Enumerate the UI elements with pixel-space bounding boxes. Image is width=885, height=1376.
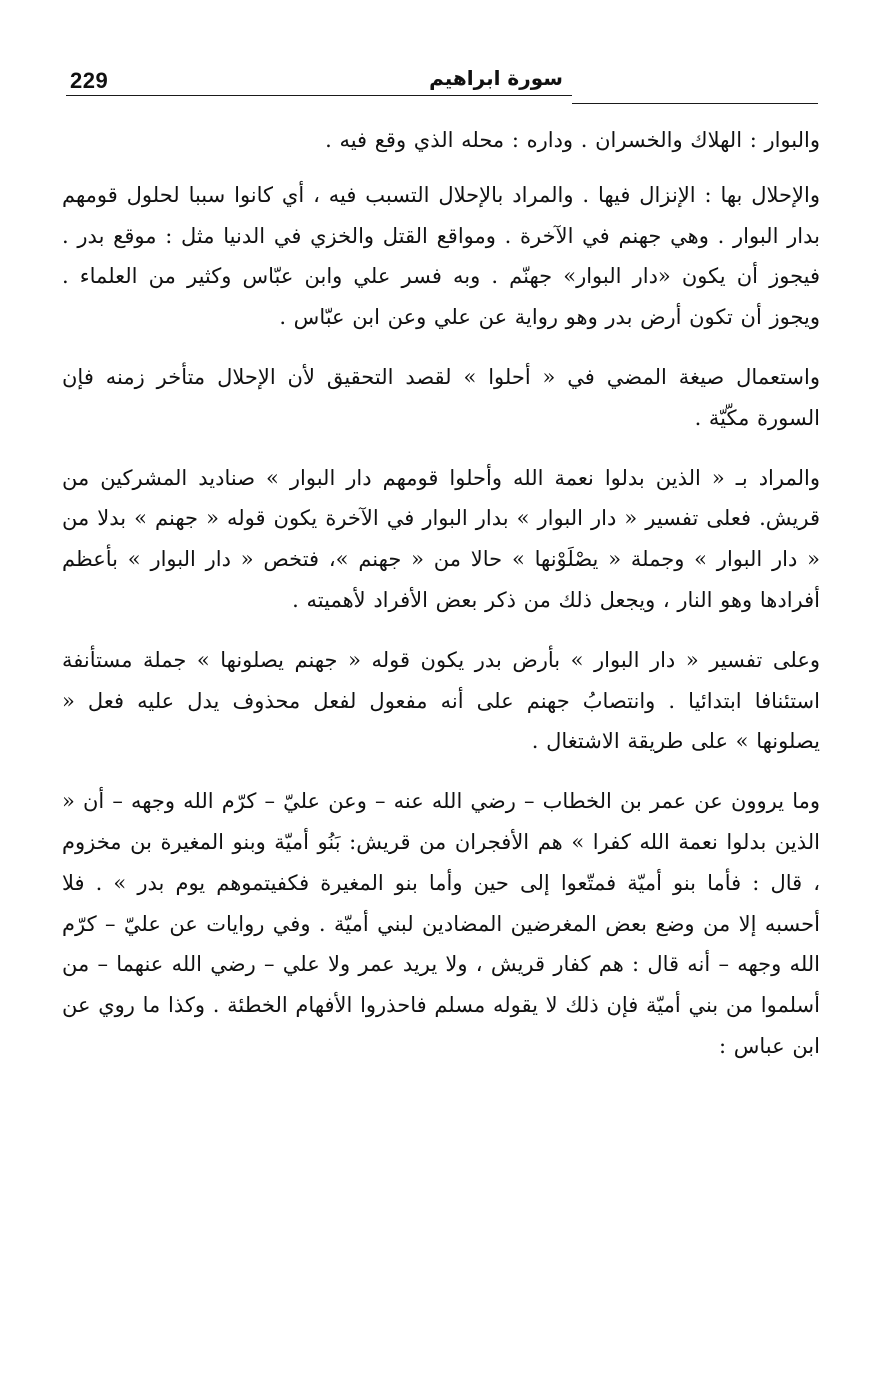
paragraph-past-tense: واستعمال صيغة المضي في « أحلوا » لقصد التحقيق لأن الإحلال متأخر زمنه فإن السورة مكّيّة . [62, 364, 820, 430]
page-body [62, 120, 820, 1067]
page-header [66, 66, 818, 106]
paragraph-narrations: وما يروون عن عمر بن الخطاب – رضي الله عنه – وعن عليّ – كرّم الله وجهه – أن « الذين بدلوا نعمة الله كفرا » هم الأفجران من قريش: بَنُو أميّة وبنو المغيرة بن مخزوم ، قال : فأما بنو أميّة فمتّعوا إلى حين وأما بنو المغيرة فكفيتموهم يوم بدر » . فلا أحسبه إلا من وضع بعض المغرضين المضادين لبني أميّة . وفي روايات عن عليّ – كرّم الله وجهه – أنه قال : هم كفار قريش ، ولا يريد عمر ولا علي – رضي الله عنهما – من أسلموا من بني أميّة فإن ذلك لا يقوله مسلم فاحذروا الأفهام الخطئة . وكذا ما روي عن ابن عباس : [62, 789, 820, 1058]
page-number: 229 [70, 68, 109, 93]
paragraph-ihlal: والإحلال بها : الإنزال فيها . والمراد بالإحلال التسبب فيه ، أي كانوا سببا لحلول قومهم بدار البوار . وهي جهنم في الآخرة . ومواقع القتل والخزي في الدنيا مثل : موقع بدر . فيجوز أن يكون «دار البوار» جهنّم . وبه فسر علي وابن عبّاس وكثير من العلماء . ويجوز أن تكون أرض بدر وهو رواية عن علي وعن ابن عبّاس . [62, 182, 820, 330]
paragraph-bawar-definition: والبوار : الهلاك والخسران . وداره : محله الذي وقع فيه . [325, 128, 820, 152]
header-rule-left [66, 95, 572, 96]
paragraph-quraysh-leaders: والمراد بـ « الذين بدلوا نعمة الله وأحلوا قومهم دار البوار » صناديد المشركين من قريش. فعلى تفسير « دار البوار » بدار البوار في الآخرة يكون قوله « جهنم » بدلا من « دار البوار » وجملة « يصْلَوْنها » حالا من « جهنم »، فتخص « دار البوار » بأعظم أفرادها وهو النار ، ويجعل ذلك من ذكر بعض الأفراد لأهميته . [62, 465, 820, 612]
header-rule-right [572, 103, 818, 104]
paragraph-badr-interpretation: وعلى تفسير « دار البوار » بأرض بدر يكون قوله « جهنم يصلونها » جملة مستأنفة استئنافا ابتدائيا . وانتصابُ جهنم على أنه مفعول لفعل محذوف يدل عليه فعل « يصلونها » على طريقة الاشتغال . [62, 647, 820, 754]
running-title: سورة ابراهيم [429, 66, 563, 90]
